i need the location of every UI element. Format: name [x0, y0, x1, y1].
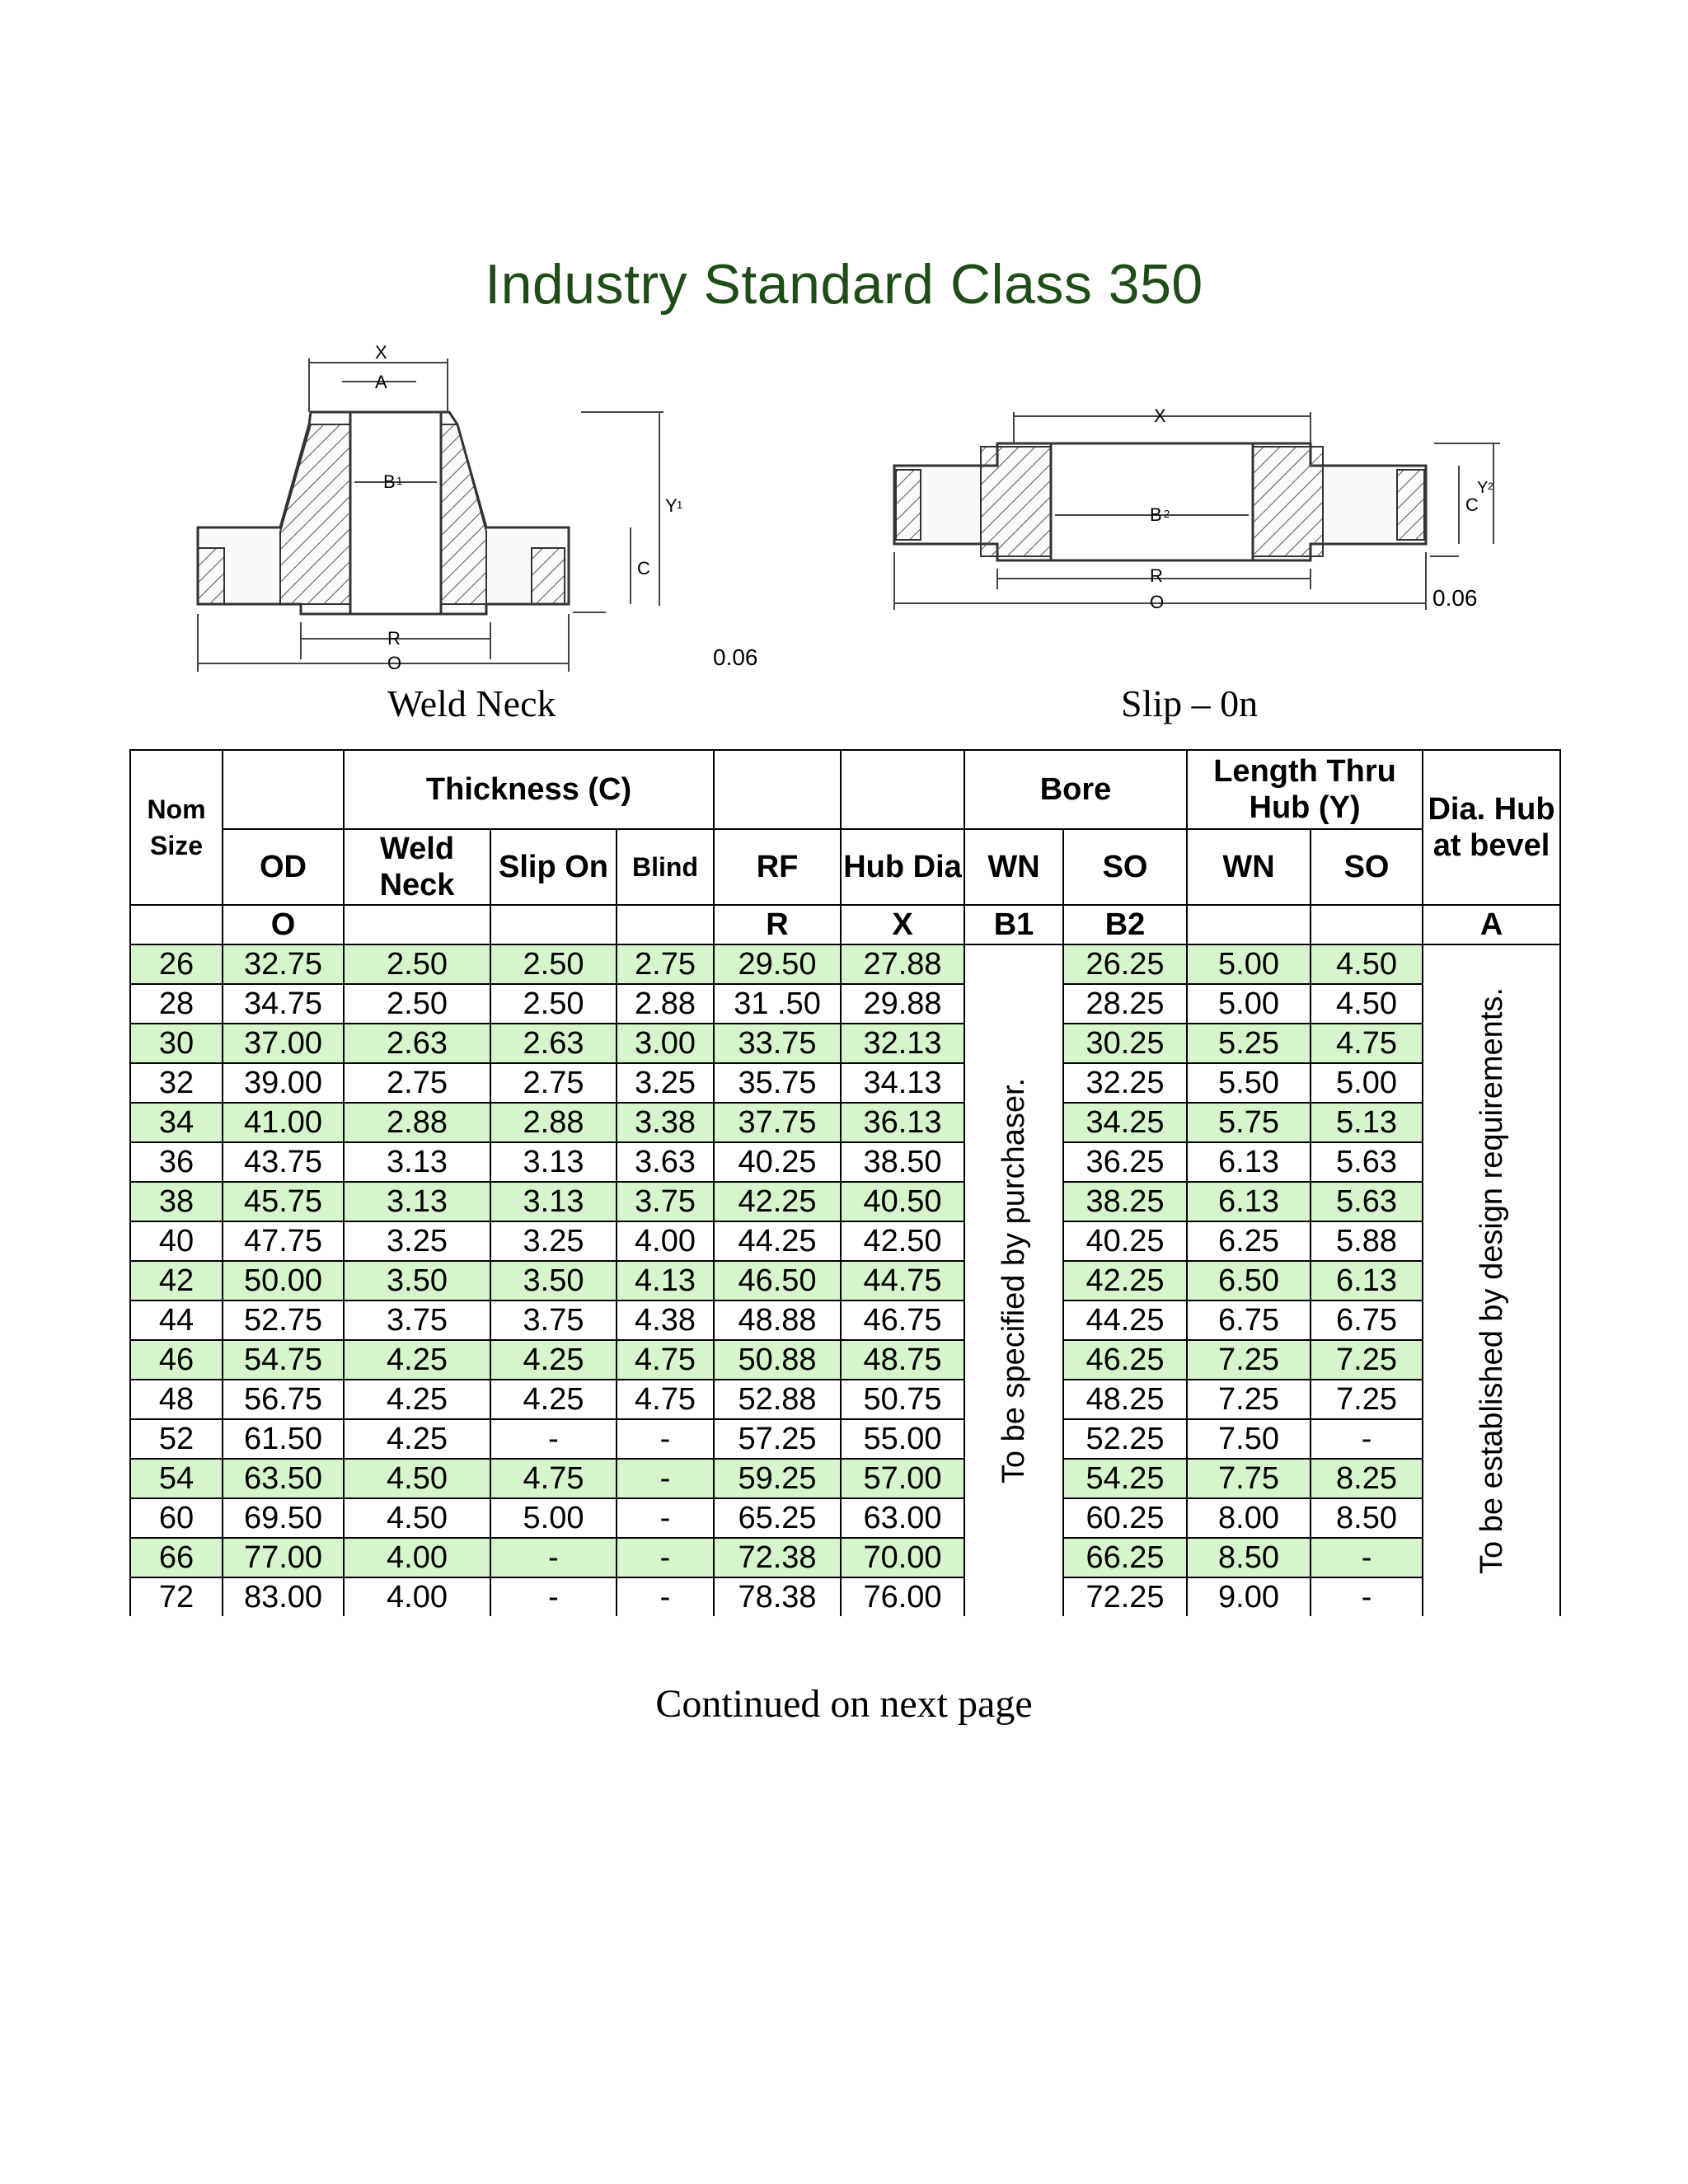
so-label-y-sub: 2: [1488, 480, 1493, 492]
cell-size: 52: [130, 1419, 223, 1459]
cell-yso: -: [1311, 1419, 1423, 1459]
cell-size: 72: [130, 1577, 223, 1616]
cell-rf: 59.25: [714, 1459, 841, 1498]
cell-blind: 3.00: [617, 1024, 714, 1063]
cell-ywn: 5.50: [1187, 1063, 1311, 1103]
table-row: [130, 1419, 1560, 1459]
header-od: OD: [223, 829, 344, 905]
cell-rf: 52.88: [714, 1380, 841, 1419]
table-row: [130, 1024, 1560, 1063]
cell-size: 66: [130, 1538, 223, 1577]
cell-b2: 44.25: [1063, 1301, 1187, 1340]
header-bore-so: SO: [1063, 829, 1187, 905]
cell-b2: 52.25: [1063, 1419, 1187, 1459]
cell-hub: 32.13: [841, 1024, 964, 1063]
cell-so: -: [490, 1577, 617, 1616]
cell-od: 77.00: [223, 1538, 344, 1577]
so-label-o: O: [1150, 592, 1165, 612]
cell-rf: 37.75: [714, 1103, 841, 1142]
cell-so: 2.50: [490, 944, 617, 984]
cell-blind: 4.00: [617, 1221, 714, 1261]
cell-b2: 66.25: [1063, 1538, 1187, 1577]
letter-blind: [617, 905, 714, 944]
letter-od: O: [223, 905, 344, 944]
cell-so: 2.50: [490, 984, 617, 1024]
continued-note: Continued on next page: [655, 1682, 1033, 1726]
cell-wn: 3.50: [344, 1261, 490, 1301]
cell-size: 32: [130, 1063, 223, 1103]
cell-ywn: 9.00: [1187, 1577, 1311, 1616]
cell-od: 61.50: [223, 1419, 344, 1459]
cell-b2: 40.25: [1063, 1221, 1187, 1261]
cell-rf: 42.25: [714, 1182, 841, 1221]
letter-bore-wn: B1: [964, 905, 1063, 944]
wn-label-o: O: [387, 653, 402, 673]
cell-yso: 5.13: [1311, 1103, 1423, 1142]
cell-od: 34.75: [223, 984, 344, 1024]
so-label-c: C: [1465, 494, 1479, 515]
cell-b2: 32.25: [1063, 1063, 1187, 1103]
letter-wn: [344, 905, 490, 944]
header-weld-neck: Weld Neck: [344, 829, 490, 905]
cell-size: 26: [130, 944, 223, 984]
table-row: [130, 1498, 1560, 1538]
cell-od: 39.00: [223, 1063, 344, 1103]
cell-od: 52.75: [223, 1301, 344, 1340]
cell-wn: 4.00: [344, 1577, 490, 1616]
cell-yso: 6.75: [1311, 1301, 1423, 1340]
cell-b2: 38.25: [1063, 1182, 1187, 1221]
so-label-y: Y: [1477, 479, 1489, 497]
wn-label-b-sub: 1: [396, 475, 403, 487]
cell-od: 43.75: [223, 1142, 344, 1182]
header-thickness: Thickness (C): [344, 750, 714, 829]
wn-label-c: C: [637, 558, 650, 579]
header-length-so: SO: [1311, 829, 1423, 905]
cell-wn: 4.50: [344, 1498, 490, 1538]
cell-ywn: 5.75: [1187, 1103, 1311, 1142]
cell-ywn: 7.25: [1187, 1380, 1311, 1419]
cell-yso: 8.50: [1311, 1498, 1423, 1538]
cell-b2: 42.25: [1063, 1261, 1187, 1301]
cell-ywn: 6.13: [1187, 1142, 1311, 1182]
table-row: [130, 1142, 1560, 1182]
header-rf: RF: [714, 829, 841, 905]
cell-yso: 4.50: [1311, 984, 1423, 1024]
cell-rf: 31 .50: [714, 984, 841, 1024]
cell-yso: 4.50: [1311, 944, 1423, 984]
bore-wn-note: [964, 944, 1063, 1616]
cell-rf: 50.88: [714, 1340, 841, 1380]
cell-rf: 40.25: [714, 1142, 841, 1182]
wn-label-y-sub: 1: [677, 499, 683, 511]
cell-hub: 63.00: [841, 1498, 964, 1538]
cell-wn: 3.13: [344, 1182, 490, 1221]
letter-so: [490, 905, 617, 944]
cell-size: 28: [130, 984, 223, 1024]
cell-so: 5.00: [490, 1498, 617, 1538]
cell-yso: -: [1311, 1538, 1423, 1577]
cell-wn: 4.25: [344, 1340, 490, 1380]
cell-hub: 36.13: [841, 1103, 964, 1142]
cell-yso: 7.25: [1311, 1340, 1423, 1380]
slip-on-diagram: [882, 387, 1508, 635]
cell-size: 30: [130, 1024, 223, 1063]
cell-rf: 33.75: [714, 1024, 841, 1063]
table-row: [130, 1459, 1560, 1498]
cell-blind: 3.63: [617, 1142, 714, 1182]
cell-b2: 30.25: [1063, 1024, 1187, 1063]
cell-b2: 46.25: [1063, 1340, 1187, 1380]
header-bore-wn: WN: [964, 829, 1063, 905]
cell-hub: 46.75: [841, 1301, 964, 1340]
slip-on-caption: Slip – 0n: [1121, 682, 1259, 724]
cell-ywn: 5.00: [1187, 984, 1311, 1024]
cell-so: 2.63: [490, 1024, 617, 1063]
cell-so: -: [490, 1419, 617, 1459]
table-row: [130, 944, 1560, 984]
cell-hub: 27.88: [841, 944, 964, 984]
cell-hub: 76.00: [841, 1577, 964, 1616]
cell-od: 45.75: [223, 1182, 344, 1221]
cell-od: 41.00: [223, 1103, 344, 1142]
cell-b2: 34.25: [1063, 1103, 1187, 1142]
cell-yso: 5.88: [1311, 1221, 1423, 1261]
cell-yso: 5.63: [1311, 1182, 1423, 1221]
cell-blind: 3.25: [617, 1063, 714, 1103]
cell-rf: 48.88: [714, 1301, 841, 1340]
cell-size: 48: [130, 1380, 223, 1419]
cell-size: 36: [130, 1142, 223, 1182]
cell-hub: 29.88: [841, 984, 964, 1024]
table-row: [130, 1063, 1560, 1103]
cell-so: 2.75: [490, 1063, 617, 1103]
cell-rf: 57.25: [714, 1419, 841, 1459]
cell-od: 69.50: [223, 1498, 344, 1538]
cell-b2: 48.25: [1063, 1380, 1187, 1419]
cell-blind: 4.75: [617, 1340, 714, 1380]
cell-od: 50.00: [223, 1261, 344, 1301]
cell-hub: 55.00: [841, 1419, 964, 1459]
cell-yso: 5.63: [1311, 1142, 1423, 1182]
cell-b2: 28.25: [1063, 984, 1187, 1024]
header-slip-on: Slip On: [490, 829, 617, 905]
letter-dia-hub: A: [1423, 905, 1560, 944]
cell-rf: 78.38: [714, 1577, 841, 1616]
cell-yso: 7.25: [1311, 1380, 1423, 1419]
cell-b2: 54.25: [1063, 1459, 1187, 1498]
cell-ywn: 6.25: [1187, 1221, 1311, 1261]
cell-blind: 4.13: [617, 1261, 714, 1301]
cell-b2: 60.25: [1063, 1498, 1187, 1538]
cell-wn: 3.75: [344, 1301, 490, 1340]
table-row: [130, 984, 1560, 1024]
so-label-r: R: [1150, 565, 1163, 586]
cell-hub: 50.75: [841, 1380, 964, 1419]
cell-ywn: 6.75: [1187, 1301, 1311, 1340]
cell-ywn: 5.25: [1187, 1024, 1311, 1063]
wn-label-r: R: [387, 628, 401, 649]
letter-len-so: [1311, 905, 1423, 944]
cell-rf: 44.25: [714, 1221, 841, 1261]
cell-yso: 5.00: [1311, 1063, 1423, 1103]
cell-wn: 2.50: [344, 984, 490, 1024]
table-row: [130, 1261, 1560, 1301]
cell-blind: -: [617, 1419, 714, 1459]
cell-so: -: [490, 1538, 617, 1577]
letter-len-wn: [1187, 905, 1311, 944]
cell-rf: 72.38: [714, 1538, 841, 1577]
header-hub-top: [841, 750, 964, 829]
cell-so: 3.50: [490, 1261, 617, 1301]
cell-wn: 4.25: [344, 1380, 490, 1419]
cell-size: 38: [130, 1182, 223, 1221]
header-nom-size: Nom Size: [130, 750, 223, 905]
cell-blind: 2.75: [617, 944, 714, 984]
wn-label-b: B: [383, 471, 396, 492]
letter-nom: [130, 905, 223, 944]
cell-rf: 65.25: [714, 1498, 841, 1538]
cell-hub: 40.50: [841, 1182, 964, 1221]
cell-size: 34: [130, 1103, 223, 1142]
header-bore: Bore: [964, 750, 1187, 829]
cell-od: 83.00: [223, 1577, 344, 1616]
cell-hub: 48.75: [841, 1340, 964, 1380]
page-title: Industry Standard Class 350: [485, 253, 1203, 316]
cell-hub: 57.00: [841, 1459, 964, 1498]
cell-wn: 2.88: [344, 1103, 490, 1142]
letter-hub: X: [841, 905, 964, 944]
weld-neck-diagram: [185, 334, 795, 680]
cell-b2: 36.25: [1063, 1142, 1187, 1182]
letter-rf: R: [714, 905, 841, 944]
cell-size: 46: [130, 1340, 223, 1380]
cell-hub: 42.50: [841, 1221, 964, 1261]
header-length-wn: WN: [1187, 829, 1311, 905]
cell-yso: 4.75: [1311, 1024, 1423, 1063]
table-row: [130, 1340, 1560, 1380]
so-label-x: X: [1154, 405, 1166, 426]
cell-so: 2.88: [490, 1103, 617, 1142]
flange-dimensions-table: [129, 749, 1561, 1616]
cell-wn: 2.63: [344, 1024, 490, 1063]
cell-so: 3.25: [490, 1221, 617, 1261]
header-od-top: [223, 750, 344, 829]
cell-b2: 72.25: [1063, 1577, 1187, 1616]
cell-ywn: 8.00: [1187, 1498, 1311, 1538]
so-label-offset: 0.06: [1432, 585, 1478, 611]
cell-yso: 8.25: [1311, 1459, 1423, 1498]
wn-label-x: X: [375, 342, 387, 363]
header-hub-dia: Hub Dia: [841, 829, 964, 905]
cell-wn: 3.13: [344, 1142, 490, 1182]
cell-blind: -: [617, 1538, 714, 1577]
cell-od: 37.00: [223, 1024, 344, 1063]
table-row: [130, 1538, 1560, 1577]
cell-rf: 46.50: [714, 1261, 841, 1301]
header-blind: Blind: [617, 829, 714, 905]
dia-hub-note: [1423, 944, 1560, 1616]
cell-ywn: 6.50: [1187, 1261, 1311, 1301]
cell-od: 47.75: [223, 1221, 344, 1261]
table-row: [130, 1380, 1560, 1419]
cell-size: 42: [130, 1261, 223, 1301]
cell-blind: 2.88: [617, 984, 714, 1024]
cell-wn: 4.00: [344, 1538, 490, 1577]
cell-blind: 4.38: [617, 1301, 714, 1340]
header-rf-top: [714, 750, 841, 829]
cell-rf: 29.50: [714, 944, 841, 984]
cell-ywn: 7.25: [1187, 1340, 1311, 1380]
weld-neck-caption: Weld Neck: [387, 682, 556, 724]
cell-blind: -: [617, 1577, 714, 1616]
wn-label-y: Y: [665, 495, 678, 516]
cell-hub: 70.00: [841, 1538, 964, 1577]
cell-blind: 3.38: [617, 1103, 714, 1142]
cell-wn: 3.25: [344, 1221, 490, 1261]
cell-od: 32.75: [223, 944, 344, 984]
cell-wn: 2.75: [344, 1063, 490, 1103]
cell-wn: 4.25: [344, 1419, 490, 1459]
cell-blind: -: [617, 1459, 714, 1498]
cell-so: 4.25: [490, 1340, 617, 1380]
cell-blind: -: [617, 1498, 714, 1538]
cell-rf: 35.75: [714, 1063, 841, 1103]
letter-bore-so: B2: [1063, 905, 1187, 944]
cell-ywn: 5.00: [1187, 944, 1311, 984]
table-row: [130, 1221, 1560, 1261]
so-label-b: B: [1150, 504, 1162, 525]
cell-so: 3.75: [490, 1301, 617, 1340]
cell-so: 3.13: [490, 1142, 617, 1182]
cell-hub: 34.13: [841, 1063, 964, 1103]
table-row: [130, 1577, 1560, 1616]
cell-so: 3.13: [490, 1182, 617, 1221]
table-row: [130, 1103, 1560, 1142]
bore-wn-note-text: To be specified by purchaser.: [996, 1077, 1032, 1484]
cell-blind: 3.75: [617, 1182, 714, 1221]
header-dia-hub: Dia. Hub at bevel: [1423, 750, 1560, 905]
dia-hub-note-text: To be established by design requirements.: [1474, 987, 1509, 1574]
cell-yso: -: [1311, 1577, 1423, 1616]
so-label-b-sub: 2: [1164, 508, 1170, 520]
cell-ywn: 8.50: [1187, 1538, 1311, 1577]
cell-od: 63.50: [223, 1459, 344, 1498]
wn-label-a: A: [375, 372, 387, 392]
cell-wn: 2.50: [344, 944, 490, 984]
cell-size: 44: [130, 1301, 223, 1340]
cell-od: 56.75: [223, 1380, 344, 1419]
cell-ywn: 7.75: [1187, 1459, 1311, 1498]
cell-size: 40: [130, 1221, 223, 1261]
cell-ywn: 6.13: [1187, 1182, 1311, 1221]
header-length-thru-hub: Length Thru Hub (Y): [1187, 750, 1423, 829]
cell-od: 54.75: [223, 1340, 344, 1380]
cell-yso: 6.13: [1311, 1261, 1423, 1301]
cell-size: 54: [130, 1459, 223, 1498]
cell-size: 60: [130, 1498, 223, 1538]
table-row: [130, 1182, 1560, 1221]
cell-blind: 4.75: [617, 1380, 714, 1419]
cell-hub: 44.75: [841, 1261, 964, 1301]
cell-hub: 38.50: [841, 1142, 964, 1182]
cell-b2: 26.25: [1063, 944, 1187, 984]
wn-label-offset: 0.06: [713, 644, 758, 670]
cell-wn: 4.50: [344, 1459, 490, 1498]
cell-ywn: 7.50: [1187, 1419, 1311, 1459]
table-row: [130, 1301, 1560, 1340]
cell-so: 4.75: [490, 1459, 617, 1498]
cell-so: 4.25: [490, 1380, 617, 1419]
